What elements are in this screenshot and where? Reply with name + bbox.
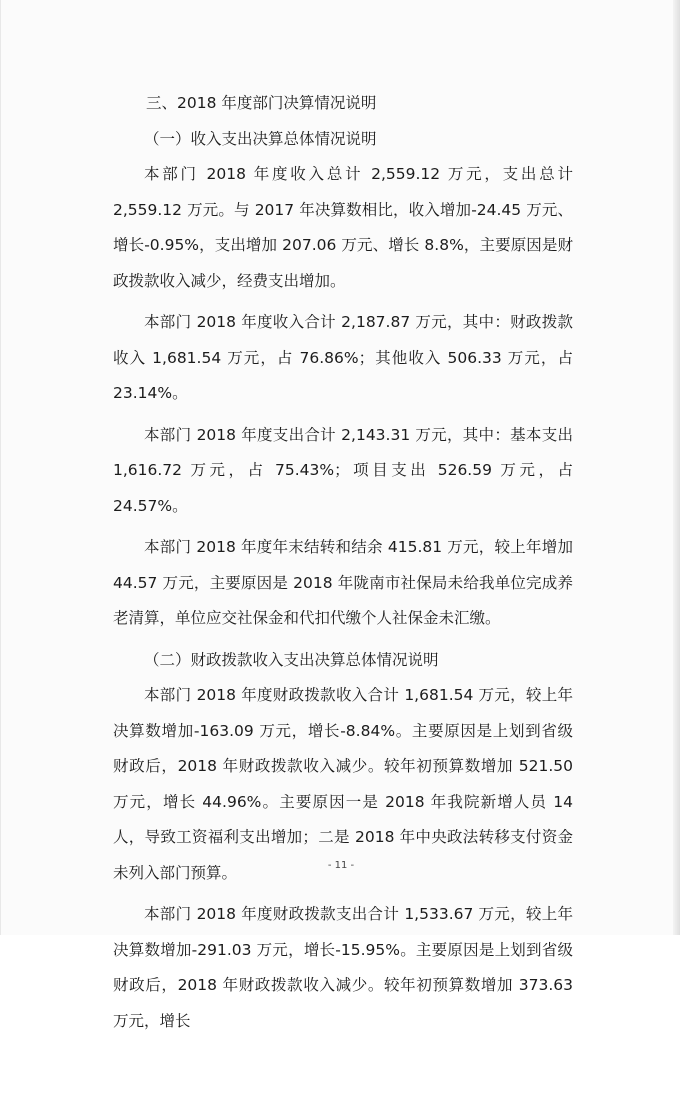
page-number: - 11 - — [327, 860, 355, 871]
paragraph: 本部门 2018 年度收入总计 2,559.12 万元，支出总计 2,559.12 万元。与 2017 年决算数相比，收入增加-24.45 万元、增长-0.95%，支出增加 207.06 万元、增长 8.8%，主要原因是财政拨款收入减少，经费支出增加。 — [113, 165, 573, 290]
paragraph: 本部门 2018 年度支出合计 2,143.31 万元，其中：基本支出 1,616.72 万元，占 75.43%；项目支出 526.59 万元，占 24.57%。 — [113, 425, 573, 515]
paragraph: 本部门 2018 年度财政拨款收入合计 1,681.54 万元，较上年决算数增加-163.09 万元，增长-8.84%。主要原因是上划到省级财政后，2018 年财政拨款收入减少。较年初预算数增加 521.50 万元，增长 44.96%。主要原因一是 2018 年我院新增人员 14 人，导致工资福利支出增加；二是 2018 年中央政法转移支付资金未列入部门预算。 — [113, 686, 573, 882]
paragraph: 本部门 2018 年度收入合计 2,187.87 万元，其中：财政拨款收入 1,681.54 万元，占 76.86%；其他收入 506.33 万元，占 23.14%。 — [113, 313, 573, 402]
paragraph: 本部门 2018 年度年末结转和结余 415.81 万元，较上年增加 44.57 万元，主要原因是 2018 年陇南市社保局未给我单位完成养老清算，单位应交社保金和代扣代缴个人社保金未汇缴。 — [113, 538, 573, 627]
subsection-title-1: （一）收入支出决算总体情况说明 — [144, 129, 377, 148]
document-body — [113, 86, 573, 1039]
page-edge-shadow — [673, 0, 680, 935]
subsection-title-2: （二）财政拨款收入支出决算总体情况说明 — [144, 650, 439, 669]
paragraph: 本部门 2018 年度财政拨款支出合计 1,533.67 万元，较上年决算数增加-291.03 万元，增长-15.95%。主要原因是上划到省级财政后，2018 年财政拨款收入减少。较年初预算数增加 373.63 万元，增长 — [113, 905, 573, 1030]
section-heading: 三、2018 年度部门决算情况说明 — [146, 94, 377, 112]
